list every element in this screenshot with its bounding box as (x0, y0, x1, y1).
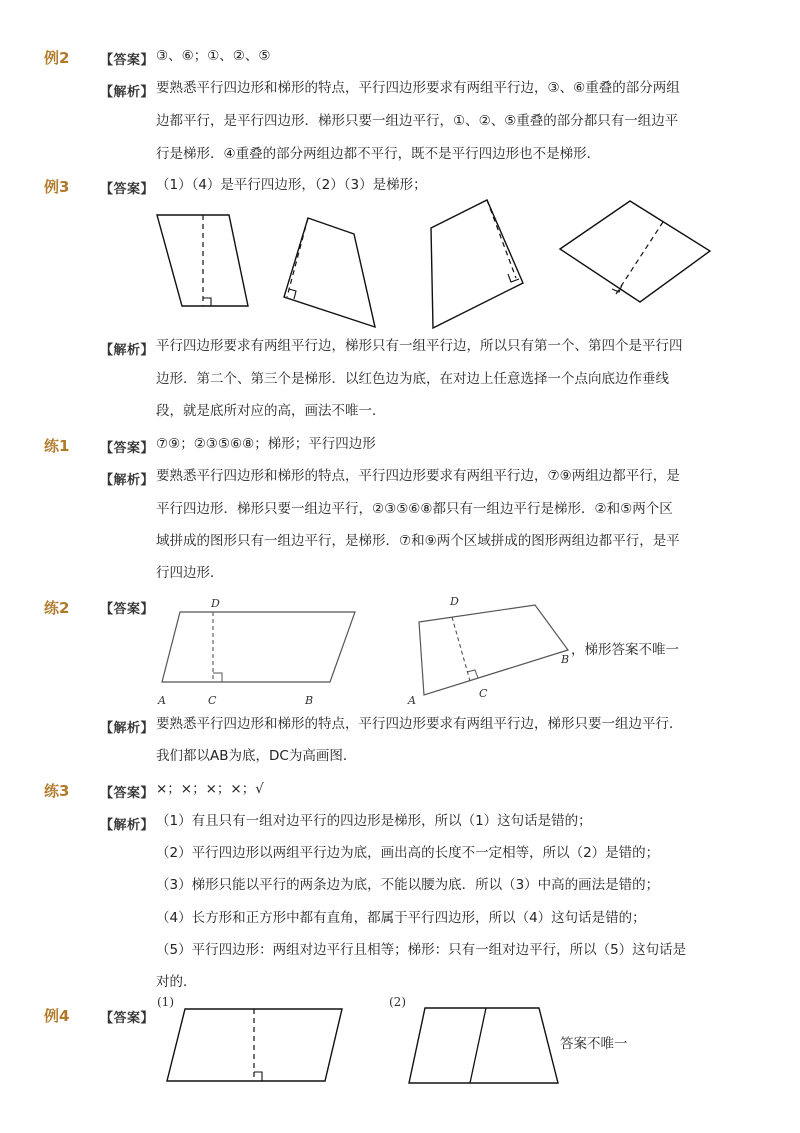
analysis-line: 要熟悉平行四边形和梯形的特点，平行四边形要求有两组平行边，⑦⑨两组边都平行，是 (156, 468, 680, 484)
right-angle-mark (213, 673, 222, 682)
dividing-line (470, 1008, 486, 1083)
figure-caption: (2) (389, 995, 406, 1009)
answer-text: （1）（4）是平行四边形，（2）（3）是梯形； (156, 177, 427, 193)
example-label: 练1 (44, 437, 70, 455)
height-line (287, 218, 308, 297)
analysis-tag: 【解析】 (100, 343, 155, 358)
analysis-line: 平行四边形要求有两组平行边，梯形只有一组平行边，所以只有第一个、第四个是平行四 (156, 338, 683, 354)
parallelogram-shape (162, 612, 355, 682)
right-angle-mark (203, 298, 211, 306)
trapezoid-shape (431, 200, 523, 328)
trapezoid-shape (284, 218, 375, 327)
point-label-c: C (208, 694, 217, 707)
right-angle-mark (508, 274, 519, 282)
answer-tag: 【答案】 (100, 441, 155, 456)
analysis-tag: 【解析】 (100, 85, 155, 100)
answer-tag: 【答案】 (100, 53, 155, 68)
analysis-line: 对的． (156, 974, 197, 990)
analysis-tag: 【解析】 (100, 473, 155, 488)
analysis-line: 边都平行，是平行四边形．梯形只要一组边平行，①、②、⑤重叠的部分都只有一组边平 (156, 113, 679, 129)
point-label-b: B (561, 653, 570, 666)
analysis-line: 行是梯形．④重叠的部分两组边都不平行，既不是平行四边形也不是梯形． (156, 146, 601, 162)
answer-tag: 【答案】 (100, 786, 155, 801)
point-label-d: D (450, 595, 459, 608)
point-label-a: A (158, 694, 166, 707)
answer-text: ⑦⑨；②③⑤⑥⑧；梯形；平行四边形 (156, 436, 376, 452)
height-line (487, 200, 516, 278)
answer-text: ③、⑥；①、②、⑤ (156, 48, 271, 64)
example-label: 例2 (44, 49, 70, 67)
analysis-line: 边形．第二个、第三个是梯形．以红色边为底，在对边上任意选择一个点向底边作垂线 (156, 371, 669, 387)
analysis-line: （1）有且只有一组对边平行的四边形是梯形，所以（1）这句话是错的； (156, 813, 592, 829)
point-label-b: B (305, 694, 314, 707)
answer-note: ，梯形答案不唯一 (571, 642, 679, 658)
analysis-line: 要熟悉平行四边形和梯形的特点，平行四边形要求有两组平行边，③、⑥重叠的部分两组 (156, 80, 680, 96)
answer-tag: 【答案】 (100, 182, 155, 197)
height-line (452, 617, 470, 681)
analysis-line: 要熟悉平行四边形和梯形的特点，平行四边形要求有两组平行边，梯形只要一组边平行． (156, 716, 683, 732)
parallelogram-shape (560, 201, 710, 302)
analysis-line: 段，就是底所对应的高，画法不唯一． (156, 403, 386, 419)
analysis-line: （2）平行四边形以两组平行边为底，画出高的长度不一定相等，所以（2）是错的； (156, 845, 660, 861)
right-angle-mark (289, 289, 296, 299)
example4-figure (0, 990, 800, 1100)
shapes-figure (0, 0, 800, 340)
answer-tag: 【答案】 (100, 602, 155, 617)
parallelogram-trapezoid-figure (0, 590, 800, 710)
answer-tag: 【答案】 (100, 1011, 155, 1026)
example-label: 例4 (44, 1007, 70, 1025)
answer-text: ×；×；×；×；√ (156, 781, 264, 797)
point-label-d: D (211, 597, 220, 610)
point-label-c: C (479, 687, 488, 700)
analysis-line: 平行四边形．梯形只要一组边平行，②③⑤⑥⑧都只有一组边平行是梯形．②和⑤两个区 (156, 501, 673, 517)
answer-note: 答案不唯一 (560, 1036, 628, 1052)
analysis-line: （4）长方形和正方形中都有直角，都属于平行四边形，所以（4）这句话是错的； (156, 910, 646, 926)
example-label: 练2 (44, 599, 70, 617)
point-label-a: A (408, 694, 416, 707)
analysis-line: （3）梯形只能以平行的两条边为底，不能以腰为底．所以（3）中高的画法是错的； (156, 877, 660, 893)
analysis-line: 域拼成的图形只有一组边平行，是梯形．⑦和⑨两个区域拼成的图形两组边都平行，是平 (156, 533, 680, 549)
analysis-tag: 【解析】 (100, 721, 155, 736)
figure-caption: (1) (157, 995, 174, 1009)
trapezoid-shape (419, 605, 568, 695)
analysis-line: 我们都以AB为底，DC为高画图． (156, 748, 357, 764)
analysis-line: 行四边形． (156, 565, 224, 581)
analysis-line: （5）平行四边形：两组对边平行且相等；梯形：只有一组对边平行，所以（5）这句话是 (156, 942, 687, 958)
analysis-tag: 【解析】 (100, 818, 155, 833)
right-angle-mark (467, 670, 478, 678)
example-label: 例3 (44, 178, 70, 196)
example-label: 练3 (44, 782, 70, 800)
right-angle-mark (254, 1072, 262, 1081)
